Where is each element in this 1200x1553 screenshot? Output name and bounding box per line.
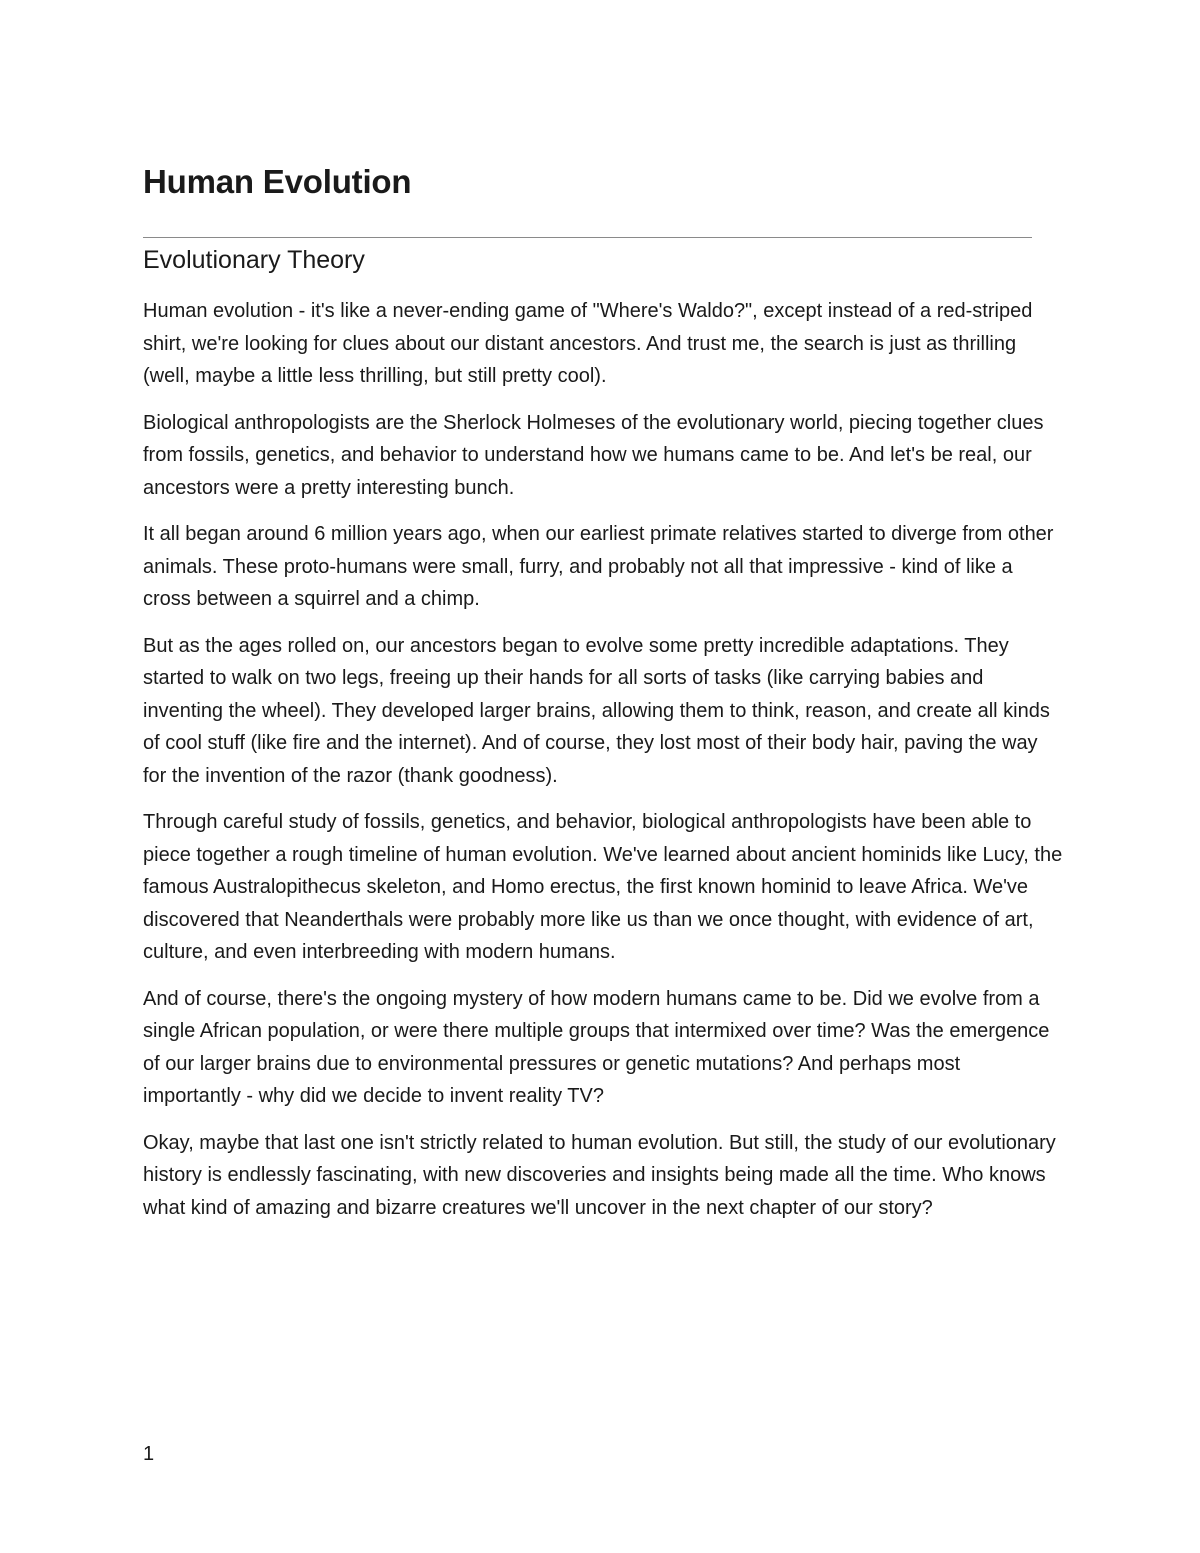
page-title: Human Evolution: [143, 163, 412, 200]
paragraph: It all began around 6 million years ago, when our earliest primate relatives started to diverge from other animals. These proto-humans were small, furry, and probably not all that impressive - kind of like a cross between a squirrel and a chimp.: [143, 523, 1054, 610]
title-divider: [143, 237, 1032, 238]
paragraph: But as the ages rolled on, our ancestors began to evolve some pretty incredible adaptations. They started to walk on two legs, freeing up their hands for all sorts of tasks (like carrying babies and inventing the wheel). They developed larger brains, allowing them to think, reason, and create all kinds of cool stuff (like fire and the internet). And of course, they lost most of their body hair, paving the way for the invention of the razor (thank goodness).: [143, 634, 1050, 787]
paragraph: Human evolution - it's like a never-ending game of "Where's Waldo?", except instead of a red-striped shirt, we're looking for clues about our distant ancestors. And trust me, the search is just as thrilling (well, maybe a little less thrilling, but still pretty cool).: [143, 300, 1033, 387]
paragraph: And of course, there's the ongoing mystery of how modern humans came to be. Did we evolve from a single African population, or were there multiple groups that intermixed over time? Was the emergence of our larger brains due to environmental pressures or genetic mutations? And perhaps most importantly - why did we decide to invent reality TV?: [143, 987, 1050, 1107]
paragraph: Biological anthropologists are the Sherlock Holmeses of the evolutionary world, piecing together clues from fossils, genetics, and behavior to understand how we humans came to be. And let's be real, our ancestors were a pretty interesting bunch.: [143, 411, 1044, 499]
page-number: 1: [143, 1443, 155, 1465]
paragraph: Through careful study of fossils, genetics, and behavior, biological anthropologists have been able to piece together a rough timeline of human evolution. We've learned about ancient hominids like Lucy, the famous Australopithecus skeleton, and Homo erectus, the first known hominid to leave Africa. We've discovered that Neanderthals were probably more like us than we once thought, with evidence of art, culture, and even interbreeding with modern humans.: [143, 811, 1063, 963]
paragraph: Okay, maybe that last one isn't strictly related to human evolution. But still, the study of our evolutionary history is endlessly fascinating, with new discoveries and insights being made all the time. Who knows what kind of amazing and bizarre creatures we'll uncover in the next chapter of our story?: [143, 1131, 1056, 1219]
body-text: [143, 295, 1063, 1238]
section-heading: Evolutionary Theory: [143, 246, 365, 274]
